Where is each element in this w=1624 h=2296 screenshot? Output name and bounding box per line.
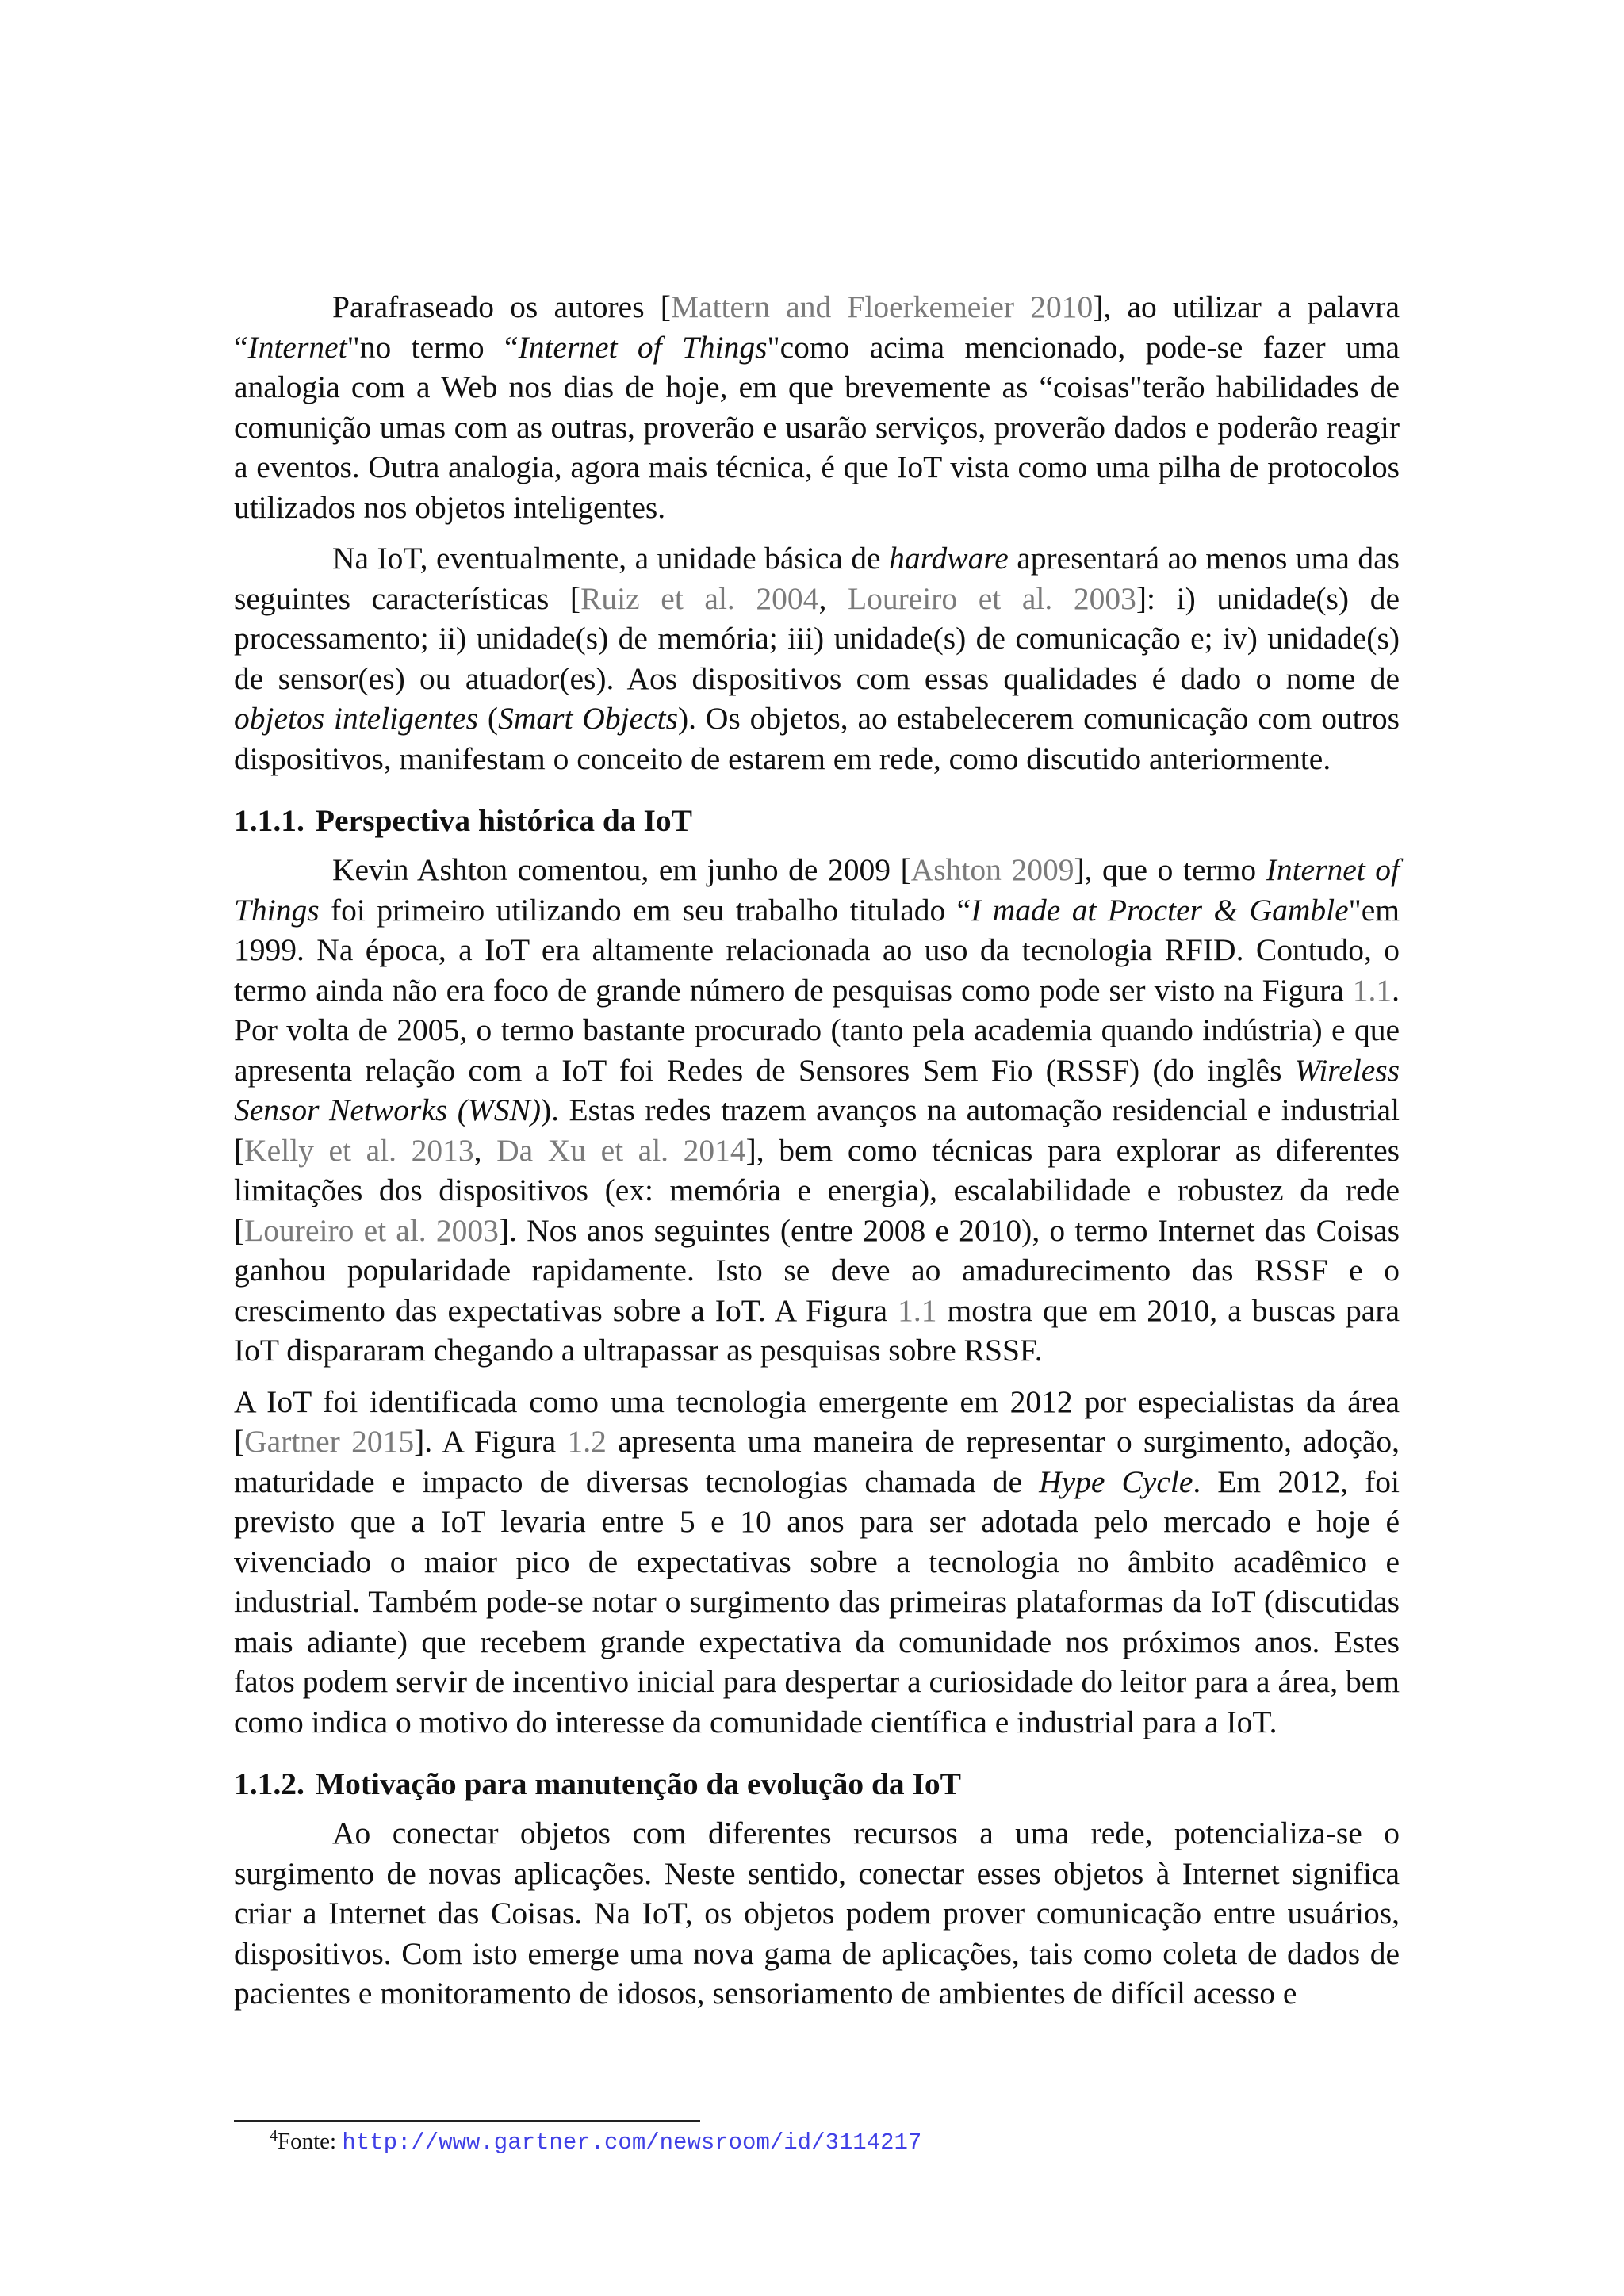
section-heading-motivation <box>234 1764 1400 1804</box>
figure-ref-link[interactable]: 1.1 <box>1352 972 1392 1008</box>
text-run: , <box>818 580 848 616</box>
citation-link[interactable]: Ruiz et al. 2004 <box>580 580 819 616</box>
italic-term: Hype Cycle <box>1039 1464 1193 1499</box>
citation-link[interactable]: Loureiro et al. 2003 <box>847 580 1136 616</box>
text-run: , <box>473 1132 497 1168</box>
text-run: ]. Nos anos seguintes (entre 2008 e 2010), o termo Internet das Coisas ganhou popularidade rapidamente. Isto se deve ao amadurecimento das RSSF e o crescimento das expectativas sobre a IoT. A Figura <box>234 1212 1400 1328</box>
section-heading-historical-perspective <box>234 801 1400 840</box>
text-run: Kevin Ashton comentou, em junho de 2009 [ <box>332 852 911 887</box>
italic-term: objetos inteligentes <box>234 701 479 736</box>
paragraph-motivation <box>234 1813 1400 2014</box>
section-title: Perspectiva histórica da IoT <box>315 803 692 838</box>
text-run: A IoT foi identificada como uma tecnologia emergente em 2012 por especialistas da área [ <box>234 1383 1400 1459</box>
text-run: ). Os objetos, ao estabelecerem comunicação com outros dispositivos, manifestam o conceito de estarem em rede, como discutido anteriormente. <box>234 701 1400 776</box>
footnote-url-link[interactable]: http://www.gartner.com/newsroom/id/3114217 <box>342 2130 922 2156</box>
text-run: ). Estas redes trazem avanços na automação residencial e industrial [ <box>234 1093 1400 1168</box>
citation-link[interactable]: Da Xu et al. 2014 <box>496 1132 746 1168</box>
text-run: apresentará ao menos uma das seguintes características [ <box>234 541 1400 616</box>
text-run: ]: i) unidade(s) de processamento; ii) unidade(s) de memória; iii) unidade(s) de comunicação e; iv) unidade(s) de sensor(es) ou atuador(es). Aos dispositivos com essas qualidades é dado o nome de <box>234 580 1400 696</box>
citation-link[interactable]: Kelly et al. 2013 <box>244 1132 474 1168</box>
text-run: . Em 2012, foi previsto que a IoT levaria entre 5 e 10 anos para ser adotada pelo mercado e hoje é vivenciado o maior pico de expectativas sobre a tecnologia no âmbito acadêmico e industrial. Também pode-se notar o surgimento das primeiras plataformas da IoT (discutidas mais adiante) que recebem grande expectativa da comunidade nos próximos anos. Estes fatos podem servir de incentivo inicial para despertar a curiosidade do leitor para a área, bem como indica o motivo do interesse da comunidade científica e industrial para a IoT. <box>234 1464 1400 1739</box>
italic-term: Smart Objects <box>498 701 678 736</box>
paragraph-iot-analogy <box>234 287 1400 527</box>
text-run: ], ao utilizar a palavra “ <box>234 289 1400 365</box>
text-run: ], que o termo <box>1074 852 1266 887</box>
figure-ref-link[interactable]: 1.2 <box>567 1424 607 1459</box>
footnote <box>270 2127 921 2157</box>
section-title: Motivação para manutenção da evolução da IoT <box>315 1766 962 1801</box>
text-run: Na IoT, eventualmente, a unidade básica de <box>332 541 890 576</box>
text-run: Ao conectar objetos com diferentes recursos a uma rede, potencializa-se o surgimento de novas aplicações. Neste sentido, conectar esses objetos à Internet significa criar a Internet das Coisas. Na IoT, os objetos podem prover comunicação entre usuários, dispositivos. Com isto emerge uma nova gama de aplicações, tais como coleta de dados de pacientes e monitoramento de idosos, sensoriamento de ambientes de difícil acesso e <box>234 1816 1400 2011</box>
page-body <box>234 287 1400 2014</box>
text-run: "em 1999. Na época, a IoT era altamente relacionada ao uso da tecnologia RFID. Contudo, o termo ainda não era foco de grande número de pesquisas como pode ser visto na Figura <box>234 892 1400 1008</box>
text-run: ( <box>478 701 499 736</box>
citation-link[interactable]: Mattern and Floerkemeier 2010 <box>670 289 1094 324</box>
footnote-divider <box>234 2120 700 2122</box>
text-run: ], bem como técnicas para explorar as diferentes limitações dos dispositivos (ex: memória e energia), escalabilidade e robustez da rede [ <box>234 1132 1400 1248</box>
citation-link[interactable]: Ashton 2009 <box>910 852 1074 887</box>
italic-term: Internet <box>247 329 347 365</box>
text-run: foi primeiro utilizando em seu trabalho titulado “ <box>319 892 971 928</box>
text-run: ]. A Figura <box>414 1424 568 1459</box>
citation-link[interactable]: Loureiro et al. 2003 <box>244 1212 499 1248</box>
figure-ref-link[interactable]: 1.1 <box>898 1292 937 1328</box>
italic-term: Internet of Things <box>234 852 1400 928</box>
paragraph-smart-objects <box>234 538 1400 779</box>
footnote-label: Fonte: <box>278 2129 343 2154</box>
paragraph-hype-cycle <box>234 1382 1400 1743</box>
italic-term: Wireless Sensor Networks (WSN) <box>234 1052 1400 1127</box>
footnote-mark: 4 <box>270 2127 278 2145</box>
text-run: apresenta uma maneira de representar o surgimento, adoção, maturidade e impacto de diversas tecnologias chamada de <box>234 1424 1400 1499</box>
text-run: Parafraseado os autores [ <box>332 289 671 324</box>
italic-term: Internet of Things <box>518 329 768 365</box>
text-run: mostra que em 2010, a buscas para IoT dispararam chegando a ultrapassar as pesquisas sobre RSSF. <box>234 1292 1400 1368</box>
paragraph-ashton-history <box>234 850 1400 1371</box>
section-number: 1.1.2. <box>234 1766 304 1801</box>
section-number: 1.1.1. <box>234 803 304 838</box>
text-run: "no termo “ <box>347 329 519 365</box>
citation-link[interactable]: Gartner 2015 <box>244 1424 415 1459</box>
italic-term: I made at Procter & Gamble <box>971 892 1349 928</box>
text-run: "como acima mencionado, pode-se fazer uma analogia com a Web nos dias de hoje, em que brevemente as “coisas"terão habilidades de comunição umas com as outras, proverão e usarão serviços, proverão dados e poderão reagir a eventos. Outra analogia, agora mais técnica, é que IoT vista como uma pilha de protocolos utilizados nos objetos inteligentes. <box>234 329 1400 525</box>
text-run: . Por volta de 2005, o termo bastante procurado (tanto pela academia quando indústria) e que apresenta relação com a IoT foi Redes de Sensores Sem Fio (RSSF) (do inglês <box>234 972 1400 1088</box>
italic-term: hardware <box>889 541 1009 576</box>
